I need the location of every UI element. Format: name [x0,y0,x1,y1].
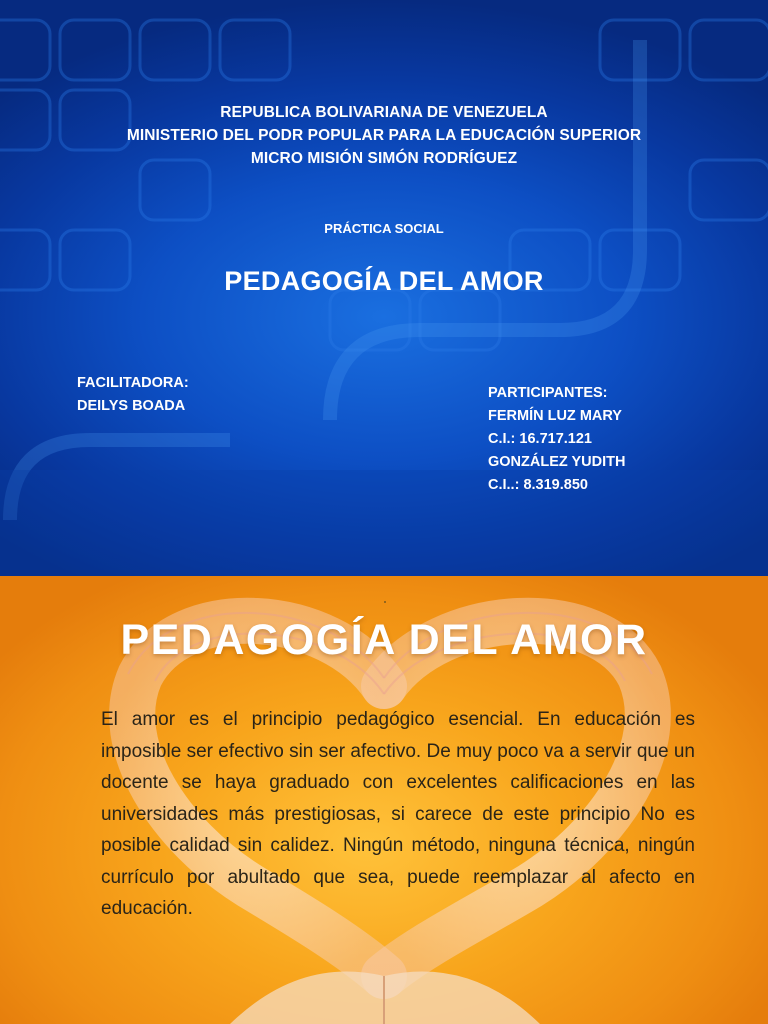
cover-title: PEDAGOGÍA DEL AMOR [224,266,544,296]
slide-content [0,576,768,1024]
participant-line: C.I.: 16.717.121 [488,431,592,447]
facilitator-label: FACILITADORA: [77,375,189,391]
participants-label: PARTICIPANTES: [488,385,608,401]
content-paragraph: El amor es el principio pedagógico esencial. En educación es imposible ser efectivo sin ser afectivo. De muy poco va a servir que un docente se haya graduado con excelentes calificaciones en las universidades más prestigiosas, si carece de este principio No es posible calidad sin calidez. Ningún método, ninguna técnica, ningún currículo por abultado que sea, puede reemplazar al afecto en educación. [101,709,695,919]
institution-header [0,101,768,170]
subject-label: PRÁCTICA SOCIAL [324,221,444,236]
header-line-mission: MICRO MISIÓN SIMÓN RODRÍGUEZ [250,150,518,167]
header-line-ministry: MINISTERIO DEL PODR POPULAR PARA LA EDUCACIÓN SUPERIOR [126,127,642,144]
participant-line: GONZÁLEZ YUDITH [488,454,626,470]
facilitator-name: DEILYS BOADA [77,398,186,414]
small-dot [384,601,386,603]
content-title: PEDAGOGÍA DEL AMOR [120,616,648,664]
participant-line: FERMÍN LUZ MARY [488,408,622,424]
participant-line: C.I..: 8.319.850 [488,477,588,493]
header-line-republic: REPUBLICA BOLIVARIANA DE VENEZUELA [220,104,548,121]
participants-block [488,382,625,497]
facilitator-block [77,372,189,418]
